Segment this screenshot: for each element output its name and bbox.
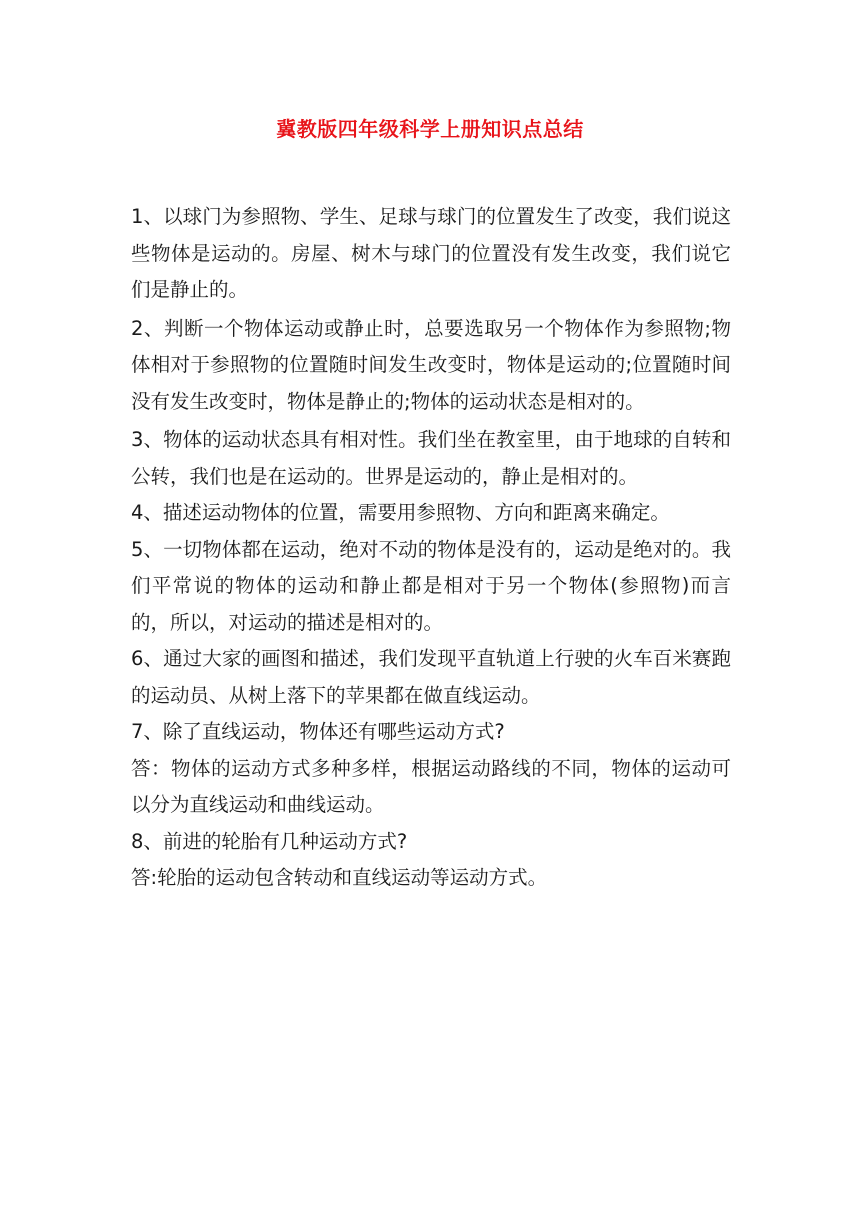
paragraph-1: 1、以球门为参照物、学生、足球与球门的位置发生了改变，我们说这些物体是运动的。房屋、树木与球门的位置没有发生改变，我们说它们是静止的。	[131, 205, 731, 301]
document-title: 冀教版四年级科学上册知识点总结	[276, 117, 584, 141]
document-body	[131, 199, 731, 897]
paragraph-3: 3、物体的运动状态具有相对性。我们坐在教室里，由于地球的自转和公转，我们也是在运动的。世界是运动的，静止是相对的。	[131, 428, 731, 488]
paragraph-6: 6、通过大家的画图和描述，我们发现平直轨道上行驶的火车百米赛跑的运动员、从树上落下的苹果都在做直线运动。	[131, 647, 731, 707]
paragraph-2: 2、判断一个物体运动或静止时，总要选取另一个物体作为参照物;物体相对于参照物的位置随时间发生改变时，物体是运动的;位置随时间没有发生改变时，物体是静止的;物体的运动状态是相对的。	[131, 316, 731, 413]
paragraph-7-answer: 答：物体的运动方式多种多样，根据运动路线的不同，物体的运动可以分为直线运动和曲线运动。	[131, 756, 731, 816]
paragraph-7-question: 7、除了直线运动，物体还有哪些运动方式?	[131, 720, 505, 743]
paragraph-4: 4、描述运动物体的位置，需要用参照物、方向和距离来确定。	[131, 501, 670, 524]
paragraph-8-answer: 答:轮胎的运动包含转动和直线运动等运动方式。	[131, 866, 548, 889]
paragraph-5: 5、一切物体都在运动，绝对不动的物体是没有的，运动是绝对的。我们平常说的物体的运动和静止都是相对于另一个物体(参照物)而言的，所以，对运动的描述是相对的。	[131, 537, 731, 634]
paragraph-8-question: 8、前进的轮胎有几种运动方式?	[131, 829, 408, 853]
